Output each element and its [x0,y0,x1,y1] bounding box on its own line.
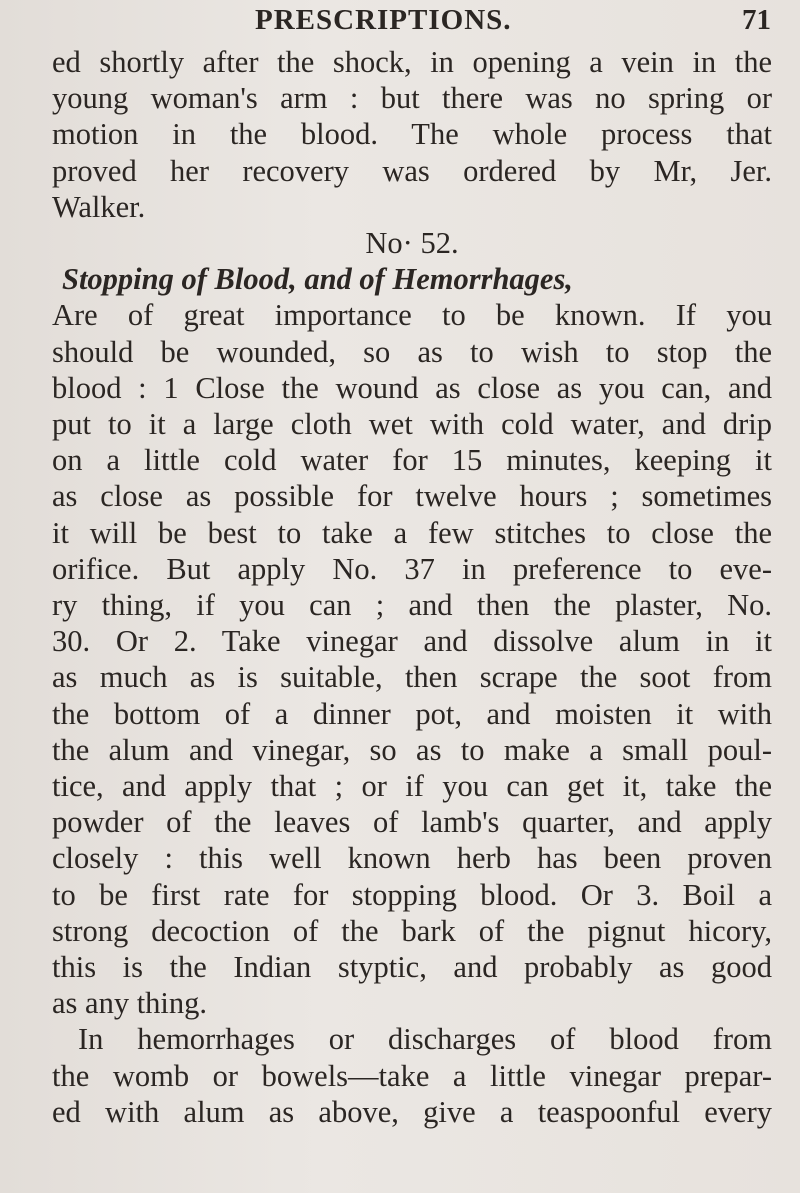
text-line: on a little cold water for 15 minutes, keeping it [52,443,772,478]
text-line: motion in the blood. The whole process that [52,117,772,152]
text-line: proved her recovery was ordered by Mr, Jer. [52,153,772,188]
text-line: as much as is suitable, then scrape the soot from [52,660,772,695]
text-line: Are of great importance to be known. If you [52,298,772,333]
text-line: ed with alum as above, give a teaspoonful every [52,1094,772,1129]
page-header [0,4,800,40]
paragraph-continuation [52,44,772,225]
text-line: ry thing, if you can ; and then the plaster, No. [52,588,772,623]
running-head: PRESCRIPTIONS. [255,4,512,36]
text-line: it will be best to take a few stitches to close the [52,515,772,550]
text-line: the womb or bowels—take a little vinegar prepar- [52,1058,772,1093]
page-number: 71 [742,4,771,36]
text-line: Walker. [52,189,146,224]
section-title: Stopping of Blood, and of Hemorrhages, [62,262,573,297]
text-line: orifice. But apply No. 37 in preference to eve- [52,551,772,586]
paragraph-hemorrhages [52,1021,772,1130]
text-line: strong decoction of the bark of the pignut hicory, [52,913,772,948]
text-line: as close as possible for twelve hours ; sometimes [52,479,772,514]
text-line: 30. Or 2. Take vinegar and dissolve alum in it [52,624,772,659]
text-line: the bottom of a dinner pot, and moisten it with [52,696,772,731]
text-line: closely : this well known herb has been proven [52,841,772,876]
section-number: No· 52. [365,226,459,261]
text-line: powder of the leaves of lamb's quarter, and apply [52,805,772,840]
text-line: put to it a large cloth wet with cold water, and drip [52,407,772,442]
body-text [52,44,772,1130]
text-line: should be wounded, so as to wish to stop the [52,334,772,369]
text-line: In hemorrhages or discharges of blood from [78,1022,772,1057]
text-line: blood : 1 Close the wound as close as you can, and [52,370,772,405]
text-line: young woman's arm : but there was no spring or [52,81,772,116]
text-line: tice, and apply that ; or if you can get it, take the [52,769,772,804]
text-line: this is the Indian styptic, and probably as good [52,950,772,985]
paragraph-stopping-blood [52,297,772,1021]
text-line: as any thing. [52,986,208,1021]
text-line: to be first rate for stopping blood. Or 3. Boil a [52,877,772,912]
text-line: ed shortly after the shock, in opening a vein in the [52,45,772,79]
text-line: the alum and vinegar, so as to make a small poul- [52,732,772,767]
